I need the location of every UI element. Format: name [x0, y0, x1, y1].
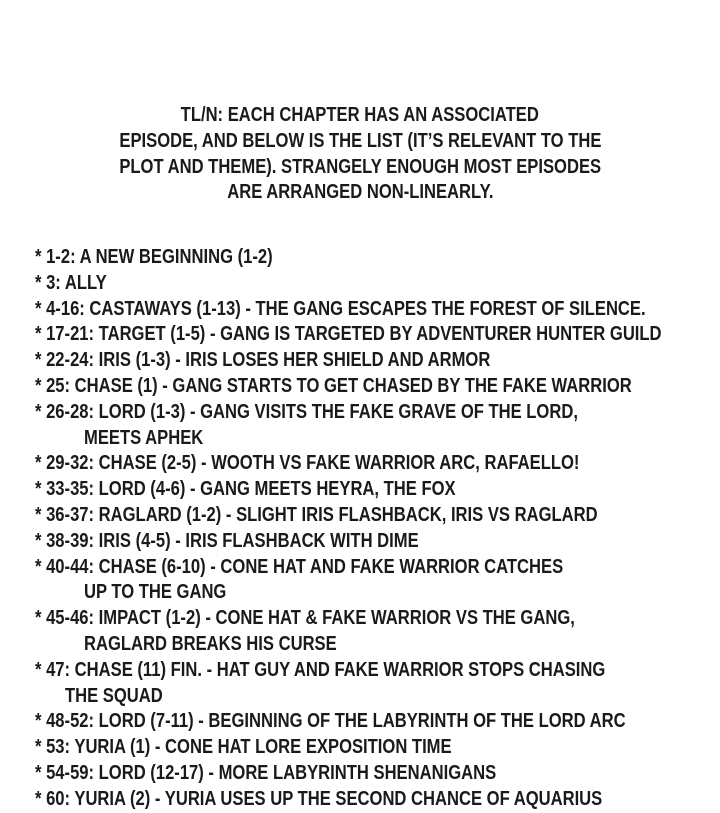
list-line	[0, 735, 720, 761]
list-line-text: * 60: YURIA (2) - YURIA USES UP THE SECOND CHANCE OF AQUARIUS	[35, 787, 603, 810]
list-line-text: THE SQUAD	[65, 684, 163, 707]
translator-note	[0, 103, 720, 206]
note-line	[0, 155, 720, 181]
list-line	[0, 477, 720, 503]
list-line-text: UP TO THE GANG	[84, 581, 227, 604]
list-line	[0, 451, 720, 477]
note-line	[0, 103, 720, 129]
note-line-text: TL/N: EACH CHAPTER HAS AN ASSOCIATED	[180, 104, 540, 126]
list-line	[0, 271, 720, 297]
list-line-continuation	[0, 632, 720, 658]
list-line-text: * 45-46: IMPACT (1-2) - CONE HAT & FAKE WARRIOR VS THE GANG,	[35, 607, 575, 630]
list-line	[0, 374, 720, 400]
list-line	[0, 555, 720, 581]
list-line-text: * 22-24: IRIS (1-3) - IRIS LOSES HER SHIELD AND ARMOR	[35, 349, 491, 372]
list-line-continuation	[0, 580, 720, 606]
list-line	[0, 761, 720, 787]
note-line	[0, 180, 720, 206]
list-line	[0, 297, 720, 323]
list-line-text: * 4-16: CASTAWAYS (1-13) - THE GANG ESCAPES THE FOREST OF SILENCE.	[35, 297, 646, 320]
list-line-text: * 3: ALLY	[35, 271, 107, 294]
list-line-text: RAGLARD BREAKS HIS CURSE	[84, 632, 337, 655]
list-line-text: * 17-21: TARGET (1-5) - GANG IS TARGETED BY ADVENTURER HUNTER GUILD	[35, 323, 662, 346]
list-line-text: * 1-2: A NEW BEGINNING (1-2)	[35, 246, 273, 268]
list-line-text: * 53: YURIA (1) - CONE HAT LORE EXPOSITION TIME	[35, 736, 452, 759]
note-line-text: PLOT AND THEME). STRANGELY ENOUGH MOST EPISODES	[119, 155, 601, 178]
list-line-text: * 48-52: LORD (7-11) - BEGINNING OF THE LABYRINTH OF THE LORD ARC	[35, 710, 626, 733]
list-line-continuation	[0, 426, 720, 452]
list-line	[0, 348, 720, 374]
list-line	[0, 245, 720, 271]
list-line	[0, 322, 720, 348]
list-line-text: * 40-44: CHASE (6-10) - CONE HAT AND FAKE WARRIOR CATCHES	[35, 555, 564, 578]
list-line	[0, 709, 720, 735]
list-line-text: * 38-39: IRIS (4-5) - IRIS FLASHBACK WITH DIME	[35, 529, 419, 552]
note-line	[0, 129, 720, 155]
list-line-text: MEETS APHEK	[84, 426, 204, 449]
note-line-text: EPISODE, AND BELOW IS THE LIST (IT’S RELEVANT TO THE	[118, 129, 602, 152]
list-line	[0, 606, 720, 632]
list-line	[0, 658, 720, 684]
list-line	[0, 529, 720, 555]
list-line	[0, 400, 720, 426]
episode-list	[0, 245, 720, 813]
list-line-text: * 29-32: CHASE (2-5) - WOOTH VS FAKE WARRIOR ARC, RAFAELLO!	[35, 452, 580, 475]
list-line-continuation	[0, 684, 720, 710]
list-line-text: * 47: CHASE (11) FIN. - HAT GUY AND FAKE WARRIOR STOPS CHASING	[35, 658, 606, 681]
list-line-text: * 54-59: LORD (12-17) - MORE LABYRINTH SHENANIGANS	[35, 761, 497, 784]
note-line-text: ARE ARRANGED NON-LINEARLY.	[226, 181, 494, 204]
list-line-text: * 26-28: LORD (1-3) - GANG VISITS THE FAKE GRAVE OF THE LORD,	[35, 400, 578, 423]
list-line	[0, 503, 720, 529]
list-line-text: * 33-35: LORD (4-6) - GANG MEETS HEYRA, THE FOX	[35, 478, 456, 501]
list-line-cutoff	[0, 787, 720, 813]
list-line-text: * 36-37: RAGLARD (1-2) - SLIGHT IRIS FLASHBACK, IRIS VS RAGLARD	[35, 503, 598, 526]
list-line-text: * 25: CHASE (1) - GANG STARTS TO GET CHASED BY THE FAKE WARRIOR	[35, 374, 632, 397]
